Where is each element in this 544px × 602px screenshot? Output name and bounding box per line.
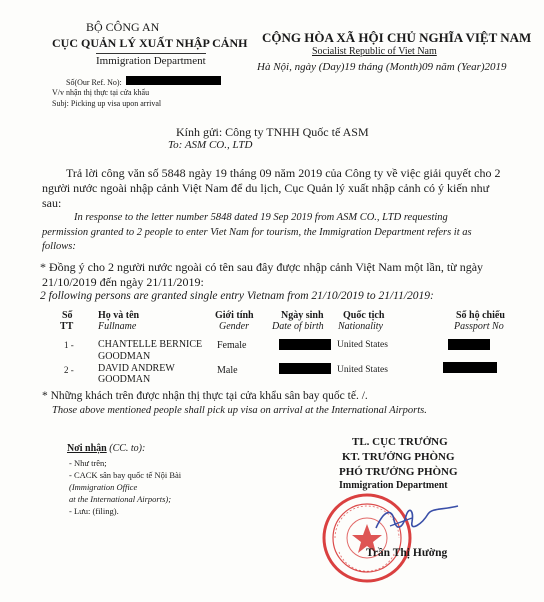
header-dob-en: Date of birth	[272, 321, 324, 332]
cc-label: Nơi nhận	[67, 443, 107, 454]
row-2-nationality: United States	[337, 365, 388, 375]
row-2-name-line-2: GOODMAN	[98, 374, 151, 385]
signature-line-2: KT. TRƯỞNG PHÒNG	[342, 451, 455, 463]
cc-line-5: - Lưu: (filing).	[69, 506, 119, 516]
reply-paragraph-en-line-1: In response to the letter number 5848 dated 19 Sep 2019 from ASM CO., LTD requesting	[74, 212, 448, 223]
row-1-number: 1 -	[64, 340, 74, 350]
signer-name: Trần Thị Hường	[366, 547, 448, 559]
header-fullname: Họ và tên	[98, 310, 140, 321]
subject-en: Subj: Picking up visa upon arrival	[52, 99, 162, 108]
cc-line-1: - Như trên;	[69, 458, 107, 468]
department-name: CỤC QUẢN LÝ XUẤT NHẬP CẢNH	[52, 36, 248, 50]
row-1-name-line-2: GOODMAN	[98, 351, 151, 362]
recipient-vi: Kính gửi: Công ty TNHH Quốc tế ASM	[176, 125, 369, 139]
country-title: CỘNG HÒA XÃ HỘI CHỦ NGHĨA VIỆT NAM	[262, 30, 532, 45]
subject-vi: V/v nhận thị thực tại cửa khẩu	[52, 88, 150, 97]
reference-label: Số(Our Ref. No):	[66, 78, 122, 87]
consent-line-1: * Đồng ý cho 2 người nước ngoài có tên sau đây được nhập cảnh Việt Nam một lần, từ ngày	[40, 260, 484, 274]
signature-line-4: Immigration Department	[339, 480, 448, 491]
pickup-note-en: Those above mentioned people shall pick up visa on arrival at the International Airports.	[52, 405, 427, 416]
signature-line-3: PHÓ TRƯỞNG PHÒNG	[339, 466, 458, 478]
header-fullname-en: Fullname	[98, 321, 137, 332]
header-gender-en: Gender	[219, 321, 249, 332]
header-dob: Ngày sinh	[281, 310, 324, 321]
consent-line-2: 21/10/2019 đến ngày 21/11/2019:	[42, 275, 204, 289]
row-2-redacted-dob	[279, 363, 331, 374]
cc-line-2: - CACK sân bay quốc tế Nội Bài	[69, 470, 182, 480]
row-2-name-line-1: DAVID ANDREW	[98, 363, 175, 374]
header-nationality: Quốc tịch	[343, 310, 385, 321]
row-2-gender: Male	[217, 365, 238, 376]
date-line: Hà Nội, ngày (Day)19 tháng (Month)09 năm (Year)2019	[257, 61, 507, 73]
header-no: Số	[62, 310, 73, 321]
cc-heading	[67, 444, 145, 454]
reply-paragraph-en-line-2: permission granted to 2 people to enter Viet Nam for tourism, the Immigration Department refers it as	[42, 227, 472, 238]
header-no-tt: TT	[60, 321, 74, 332]
row-1-redacted-passport	[448, 339, 490, 350]
row-2-number: 2 -	[64, 365, 74, 375]
cc-label-en: (CC. to):	[109, 443, 146, 454]
row-2-redacted-passport	[443, 362, 497, 373]
handwritten-signature	[372, 500, 462, 540]
country-title-en: Socialist Republic of Viet Nam	[312, 46, 437, 57]
signature-line-1: TL. CỤC TRƯỞNG	[352, 436, 448, 448]
header-nationality-en: Nationality	[338, 321, 383, 332]
header-passport: Số hộ chiếu	[456, 310, 505, 321]
reply-paragraph-line-2: người nước ngoài nhập cảnh Việt Nam để du lịch, Cục Quản lý xuất nhập cảnh có ý kiến như	[42, 181, 490, 195]
ministry-name: BỘ CÔNG AN	[86, 20, 160, 34]
row-1-nationality: United States	[337, 340, 388, 350]
cc-line-4: at the International Airports);	[69, 494, 172, 504]
reply-paragraph-line-3: sau:	[42, 196, 62, 210]
reply-paragraph-line-1: Trả lời công văn số 5848 ngày 19 tháng 09 năm 2019 của Công ty về việc giải quyết cho 2	[66, 166, 501, 180]
recipient-en: To: ASM CO., LTD	[168, 139, 253, 151]
header-gender: Giới tính	[215, 310, 254, 321]
pickup-note-vi: * Những khách trên được nhận thị thực tại cửa khẩu sân bay quốc tế. /.	[42, 390, 368, 402]
row-1-gender: Female	[217, 340, 247, 351]
header-passport-en: Passport No	[454, 321, 504, 332]
consent-en: 2 following persons are granted single entry Vietnam from 21/10/2019 to 21/11/2019:	[40, 290, 434, 302]
cc-line-3: (Immigration Office	[69, 482, 138, 492]
row-1-redacted-dob	[279, 339, 331, 350]
row-1-name-line-1: CHANTELLE BERNICE	[98, 339, 203, 350]
department-name-en: Immigration Department	[96, 55, 206, 67]
redacted-reference-number	[126, 76, 221, 85]
reply-paragraph-en-line-3: follows:	[42, 241, 76, 252]
